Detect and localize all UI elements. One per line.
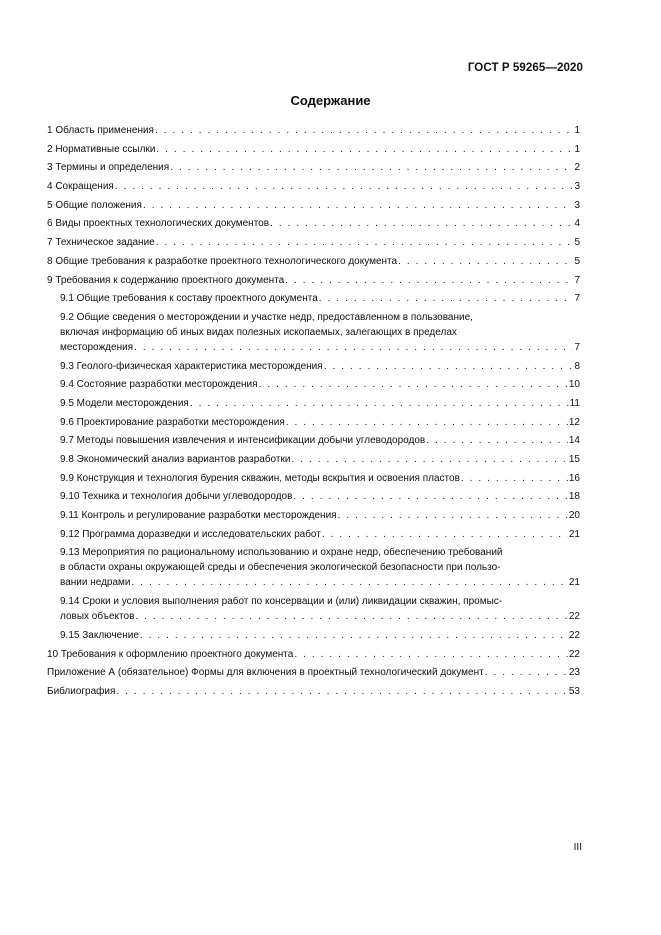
toc-entry-label: 9.6 Проектирование разработки месторождения (60, 416, 285, 428)
toc-entry-line: включая информацию об иных видах полезных ископаемых, залегающих в пределах (60, 326, 457, 338)
toc-entry-label: 9 Требования к содержанию проектного документа (47, 274, 285, 286)
toc-entry[interactable] (47, 235, 580, 250)
toc-entry[interactable] (47, 179, 580, 194)
toc-entry-page: 3 (574, 181, 580, 193)
toc-entry-page: 22 (568, 629, 580, 641)
toc-entry-label: Приложение А (обязательное) Формы для включения в проектный технологический документ (47, 667, 484, 679)
toc-entry[interactable] (47, 216, 580, 231)
toc-entry[interactable] (47, 452, 580, 467)
toc-dot-leader (426, 433, 568, 448)
toc-dot-leader (461, 471, 568, 486)
toc-dot-leader (259, 377, 568, 392)
toc-entry-label: 7 Техническое задание (47, 237, 155, 249)
toc-entry-page: 5 (574, 255, 580, 267)
toc-entry-page: 1 (574, 143, 580, 155)
toc-entry-label: 9.15 Заключение (60, 629, 139, 641)
toc-entry-line: 9.14 Сроки и условия выполнения работ по консервации и (или) ликвидации скважин, промыс- (60, 596, 503, 608)
toc-dot-leader (319, 291, 574, 306)
toc-entry-label: месторождения (60, 341, 134, 353)
toc-dot-leader (322, 527, 568, 542)
toc-entry-page: 14 (568, 435, 580, 447)
toc-entry[interactable] (47, 527, 580, 542)
toc-entry[interactable] (47, 123, 580, 138)
toc-entry-page: 23 (568, 667, 580, 679)
toc-entry[interactable] (47, 160, 580, 175)
toc-entry[interactable] (47, 489, 580, 504)
toc-entry-label: 1 Область применения (47, 125, 154, 136)
toc-entry[interactable] (47, 471, 580, 486)
toc-entry-page: 16 (568, 472, 580, 484)
toc-entry-line: 9.2 Общие сведения о месторождении и участке недр, предоставленном в пользование, (60, 311, 473, 323)
toc-entry[interactable] (47, 396, 580, 411)
toc-entry-label: 9.11 Контроль и регулирование разработки месторождения (60, 510, 337, 522)
toc-entry-page: 20 (568, 510, 580, 522)
toc-entry[interactable] (47, 359, 580, 374)
toc-entry[interactable] (47, 254, 580, 269)
toc-entry-page: 22 (568, 648, 580, 660)
toc-entry-page: 7 (574, 293, 580, 305)
toc-entry-label: 2 Нормативные ссылки (47, 143, 156, 155)
toc-entry-line: 9.13 Мероприятия по рациональному использованию и охране недр, обеспечению требований (60, 547, 503, 559)
toc-entry-label: ловых объектов (60, 611, 135, 623)
toc-entry-page: 53 (568, 685, 580, 697)
table-of-contents (47, 123, 580, 703)
toc-dot-leader (156, 142, 573, 157)
document-code: ГОСТ Р 59265—2020 (467, 62, 583, 74)
toc-dot-leader (398, 254, 573, 269)
toc-dot-leader (134, 340, 573, 355)
toc-entry[interactable] (47, 665, 580, 680)
toc-entry-label: 4 Сокращения (47, 181, 114, 193)
toc-entry-page: 7 (574, 341, 580, 353)
toc-dot-leader (135, 609, 567, 624)
toc-dot-leader (140, 628, 568, 643)
toc-entry-page: 4 (574, 218, 580, 230)
toc-dot-leader (338, 508, 568, 523)
toc-entry[interactable] (47, 377, 580, 392)
toc-entry-page: 1 (574, 125, 580, 136)
toc-entry[interactable] (47, 684, 580, 699)
toc-dot-leader (190, 396, 569, 411)
toc-dot-leader (286, 415, 568, 430)
toc-dot-leader (116, 684, 567, 699)
toc-dot-leader (485, 665, 568, 680)
toc-entry[interactable] (47, 273, 580, 288)
page-number: III (573, 842, 582, 853)
toc-entry-label: 9.10 Техника и технология добычи углеводородов (60, 491, 293, 503)
toc-entry-page: 5 (574, 237, 580, 249)
toc-dot-leader (270, 216, 573, 231)
toc-entry-page: 7 (574, 274, 580, 286)
toc-entry-page: 3 (574, 199, 580, 211)
toc-entry-label: Библиография (47, 685, 116, 697)
toc-entry-label: 9.9 Конструкция и технология бурения скважин, методы вскрытия и освоения пластов (60, 472, 460, 484)
toc-entry-label: 3 Термины и определения (47, 162, 170, 174)
toc-dot-leader (293, 489, 567, 504)
toc-entry-label: 10 Требования к оформлению проектного документа (47, 648, 294, 660)
toc-dot-leader (285, 273, 573, 288)
toc-entry-page: 15 (568, 454, 580, 465)
toc-dot-leader (115, 179, 574, 194)
toc-entry-page: 2 (574, 162, 580, 174)
toc-entry-page: 21 (568, 528, 580, 540)
toc-entry-label: 5 Общие положения (47, 199, 142, 211)
toc-entry-label: вании недрами (60, 577, 131, 589)
toc-entry[interactable] (47, 508, 580, 523)
toc-entry-label: 9.3 Геолого-физическая характеристика месторождения (60, 360, 323, 372)
toc-entry-page: 12 (568, 416, 580, 428)
toc-dot-leader (132, 575, 568, 590)
toc-dot-leader (324, 359, 574, 374)
toc-entry[interactable] (47, 647, 580, 662)
toc-entry-label: 9.12 Программа доразведки и исследовательских работ (60, 528, 321, 540)
toc-entry-label: 9.1 Общие требования к составу проектного документа (60, 293, 318, 305)
toc-entry-line: в области охраны окружающей среды и обеспечения экологической безопасности при пользо- (60, 562, 501, 574)
toc-dot-leader (143, 198, 574, 213)
toc-entry[interactable] (47, 545, 580, 590)
toc-dot-leader (155, 123, 573, 138)
toc-entry[interactable] (47, 594, 580, 624)
toc-entry[interactable] (47, 142, 580, 157)
toc-entry-label: 8 Общие требования к разработке проектного технологического документа (47, 255, 398, 267)
toc-entry-page: 10 (568, 379, 580, 391)
toc-entry-label: 9.7 Методы повышения извлечения и интенсификации добычи углеводородов (60, 435, 426, 447)
toc-entry-page: 18 (568, 491, 580, 503)
toc-entry[interactable] (47, 628, 580, 643)
toc-entry-page: 8 (574, 360, 580, 372)
toc-entry-label: 9.8 Экономический анализ вариантов разработки (60, 454, 291, 465)
toc-entry[interactable] (47, 415, 580, 430)
toc-entry[interactable] (47, 291, 580, 306)
toc-entry[interactable] (47, 198, 580, 213)
toc-entry-page: 21 (568, 577, 580, 589)
toc-entry-label: 9.5 Модели месторождения (60, 397, 189, 409)
toc-dot-leader (170, 160, 573, 175)
toc-entry-label: 6 Виды проектных технологических документов (47, 218, 270, 230)
toc-entry-page: 11 (569, 397, 580, 409)
toc-title: Содержание (290, 93, 371, 108)
toc-entry-page: 22 (568, 611, 580, 623)
toc-dot-leader (156, 235, 574, 250)
toc-dot-leader (294, 647, 568, 662)
toc-entry[interactable] (47, 310, 580, 355)
toc-dot-leader (291, 452, 567, 467)
toc-entry[interactable] (47, 433, 580, 448)
toc-entry-label: 9.4 Состояние разработки месторождения (60, 379, 258, 391)
